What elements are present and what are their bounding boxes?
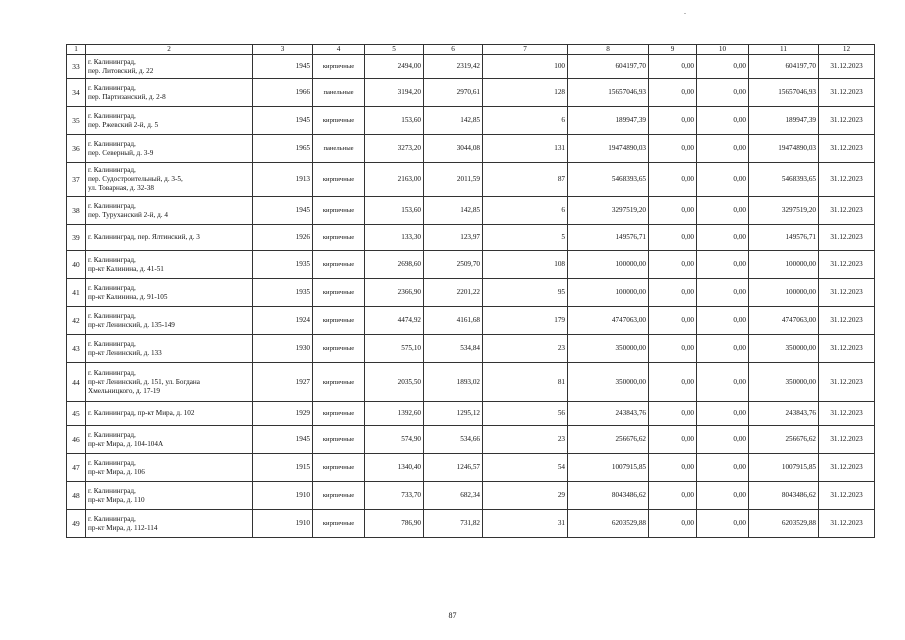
amount-total-cell: 3297519,20 (749, 197, 819, 225)
area-total-cell: 2366,90 (365, 279, 424, 307)
row-number: 37 (67, 163, 86, 197)
amount-cell: 350000,00 (568, 363, 649, 402)
area-living-cell: 534,84 (424, 335, 483, 363)
address-line: г. Калининград, пр-кт Мира, д. 102 (88, 409, 195, 417)
amount-cell: 0,00 (649, 426, 697, 454)
amount-total-cell: 5468393,65 (749, 163, 819, 197)
residents-cell: 95 (483, 279, 568, 307)
area-total-cell: 733,70 (365, 482, 424, 510)
date-cell: 31.12.2023 (819, 402, 875, 426)
table-row (67, 454, 875, 482)
amount-cell: 0,00 (697, 335, 749, 363)
area-total-cell: 133,30 (365, 225, 424, 251)
date-cell: 31.12.2023 (819, 279, 875, 307)
col-header: 4 (313, 45, 365, 55)
col-header: 9 (649, 45, 697, 55)
year-cell: 1945 (253, 426, 313, 454)
amount-cell: 0,00 (697, 426, 749, 454)
row-number: 34 (67, 79, 86, 107)
residents-cell: 5 (483, 225, 568, 251)
row-number: 40 (67, 251, 86, 279)
amount-total-cell: 189947,39 (749, 107, 819, 135)
amount-total-cell: 4747063,00 (749, 307, 819, 335)
residents-cell: 100 (483, 55, 568, 79)
date-cell: 31.12.2023 (819, 251, 875, 279)
year-cell: 1915 (253, 454, 313, 482)
amount-cell: 0,00 (649, 482, 697, 510)
address-cell (86, 197, 253, 225)
amount-cell: 0,00 (697, 402, 749, 426)
col-header: 12 (819, 45, 875, 55)
material-cell: кирпичные (313, 426, 365, 454)
area-total-cell: 1340,40 (365, 454, 424, 482)
amount-cell: 0,00 (697, 307, 749, 335)
address-line: пер. Литовский, д. 22 (88, 66, 154, 75)
table-row (67, 107, 875, 135)
row-number: 39 (67, 225, 86, 251)
year-cell: 1935 (253, 279, 313, 307)
address-line: г. Калининград, (88, 139, 136, 148)
amount-cell: 0,00 (649, 135, 697, 163)
row-number: 47 (67, 454, 86, 482)
material-cell: кирпичные (313, 197, 365, 225)
amount-total-cell: 100000,00 (749, 251, 819, 279)
amount-cell: 0,00 (649, 402, 697, 426)
address-line: пр-кт Мира, д. 112-114 (88, 523, 158, 532)
address-line: ул. Товарная, д. 32-38 (88, 184, 154, 192)
material-cell: кирпичные (313, 163, 365, 197)
amount-total-cell: 6203529,88 (749, 510, 819, 538)
page-number: 87 (448, 611, 457, 620)
row-number: 38 (67, 197, 86, 225)
address-line: пр-кт Калинина, д. 41-51 (88, 264, 164, 273)
amount-cell: 0,00 (649, 225, 697, 251)
residents-cell: 131 (483, 135, 568, 163)
amount-cell: 0,00 (697, 482, 749, 510)
address-cell (86, 426, 253, 454)
row-number: 35 (67, 107, 86, 135)
amount-cell: 15657046,93 (568, 79, 649, 107)
amount-total-cell: 19474890,03 (749, 135, 819, 163)
area-total-cell: 2035,50 (365, 363, 424, 402)
residents-cell: 23 (483, 426, 568, 454)
table-row (67, 251, 875, 279)
area-total-cell: 2163,00 (365, 163, 424, 197)
address-line: пер. Туруханский 2-й, д. 4 (88, 210, 168, 219)
year-cell: 1945 (253, 107, 313, 135)
area-living-cell: 3044,08 (424, 135, 483, 163)
amount-cell: 0,00 (697, 135, 749, 163)
row-number: 36 (67, 135, 86, 163)
area-living-cell: 1893,02 (424, 363, 483, 402)
table-row (67, 279, 875, 307)
col-header: 8 (568, 45, 649, 55)
material-cell: панельные (313, 79, 365, 107)
col-header: 3 (253, 45, 313, 55)
amount-total-cell: 100000,00 (749, 279, 819, 307)
amount-cell: 0,00 (649, 363, 697, 402)
table-row (67, 335, 875, 363)
address-line: г. Калининград, (88, 368, 136, 377)
material-cell: кирпичные (313, 402, 365, 426)
residents-cell: 29 (483, 482, 568, 510)
address-line: пер. Судостроительный, д. 3-5, (88, 175, 183, 183)
amount-cell: 0,00 (649, 454, 697, 482)
amount-cell: 3297519,20 (568, 197, 649, 225)
year-cell: 1927 (253, 363, 313, 402)
amount-total-cell: 1007915,85 (749, 454, 819, 482)
area-living-cell: 2509,70 (424, 251, 483, 279)
residents-cell: 31 (483, 510, 568, 538)
col-header: 1 (67, 45, 86, 55)
row-number: 49 (67, 510, 86, 538)
date-cell: 31.12.2023 (819, 307, 875, 335)
year-cell: 1910 (253, 510, 313, 538)
address-line: г. Калининград, (88, 201, 136, 210)
material-cell: кирпичные (313, 307, 365, 335)
address-cell (86, 363, 253, 402)
amount-cell: 0,00 (649, 197, 697, 225)
amount-cell: 604197,70 (568, 55, 649, 79)
date-cell: 31.12.2023 (819, 107, 875, 135)
area-living-cell: 1246,57 (424, 454, 483, 482)
address-line: Хмельницкого, д. 17-19 (88, 386, 161, 395)
address-cell (86, 79, 253, 107)
date-cell: 31.12.2023 (819, 510, 875, 538)
table-body (67, 55, 875, 538)
table-row (67, 307, 875, 335)
area-living-cell: 2319,42 (424, 55, 483, 79)
year-cell: 1926 (253, 225, 313, 251)
amount-cell: 0,00 (697, 107, 749, 135)
amount-cell: 100000,00 (568, 251, 649, 279)
date-cell: 31.12.2023 (819, 482, 875, 510)
address-line: г. Калининград, (88, 283, 136, 292)
amount-cell: 100000,00 (568, 279, 649, 307)
address-line: пр-кт Мира, д. 106 (88, 467, 145, 476)
year-cell: 1924 (253, 307, 313, 335)
header-row (67, 45, 875, 55)
area-total-cell: 786,90 (365, 510, 424, 538)
amount-cell: 0,00 (697, 79, 749, 107)
speck (684, 13, 686, 14)
row-number: 44 (67, 363, 86, 402)
amount-cell: 4747063,00 (568, 307, 649, 335)
row-number: 45 (67, 402, 86, 426)
amount-cell: 0,00 (649, 335, 697, 363)
address-cell (86, 55, 253, 79)
material-cell: кирпичные (313, 107, 365, 135)
area-living-cell: 123,97 (424, 225, 483, 251)
date-cell: 31.12.2023 (819, 363, 875, 402)
address-cell (86, 402, 253, 426)
amount-total-cell: 149576,71 (749, 225, 819, 251)
date-cell: 31.12.2023 (819, 335, 875, 363)
table-row (67, 135, 875, 163)
area-total-cell: 574,90 (365, 426, 424, 454)
area-living-cell: 731,82 (424, 510, 483, 538)
address-cell (86, 163, 253, 197)
material-cell: кирпичные (313, 279, 365, 307)
address-line: пр-кт Ленинский, д. 133 (88, 348, 162, 357)
amount-cell: 8043486,62 (568, 482, 649, 510)
residents-cell: 56 (483, 402, 568, 426)
year-cell: 1929 (253, 402, 313, 426)
date-cell: 31.12.2023 (819, 163, 875, 197)
housing-table (66, 44, 874, 538)
amount-cell: 0,00 (649, 107, 697, 135)
residents-cell: 54 (483, 454, 568, 482)
amount-cell: 350000,00 (568, 335, 649, 363)
address-line: пер. Ржевский 2-й, д. 5 (88, 120, 159, 129)
amount-cell: 0,00 (697, 454, 749, 482)
residents-cell: 179 (483, 307, 568, 335)
amount-cell: 0,00 (697, 251, 749, 279)
amount-cell: 0,00 (649, 251, 697, 279)
area-total-cell: 2698,60 (365, 251, 424, 279)
table-row (67, 426, 875, 454)
address-line: г. Калининград, (88, 166, 136, 174)
address-line: г. Калининград, (88, 57, 136, 66)
row-number: 41 (67, 279, 86, 307)
table-row (67, 55, 875, 79)
amount-cell: 5468393,65 (568, 163, 649, 197)
table-row (67, 163, 875, 197)
area-total-cell: 153,60 (365, 197, 424, 225)
amount-cell: 0,00 (649, 163, 697, 197)
amount-total-cell: 350000,00 (749, 335, 819, 363)
area-living-cell: 682,34 (424, 482, 483, 510)
address-cell (86, 251, 253, 279)
year-cell: 1945 (253, 197, 313, 225)
area-living-cell: 142,85 (424, 197, 483, 225)
amount-total-cell: 8043486,62 (749, 482, 819, 510)
amount-cell: 189947,39 (568, 107, 649, 135)
area-total-cell: 3194,20 (365, 79, 424, 107)
area-total-cell: 575,10 (365, 335, 424, 363)
residents-cell: 87 (483, 163, 568, 197)
address-cell (86, 307, 253, 335)
residents-cell: 6 (483, 107, 568, 135)
amount-cell: 0,00 (697, 279, 749, 307)
amount-cell: 0,00 (697, 163, 749, 197)
col-header: 11 (749, 45, 819, 55)
col-header: 2 (86, 45, 253, 55)
address-line: г. Калининград, (88, 311, 136, 320)
amount-cell: 0,00 (697, 55, 749, 79)
date-cell: 31.12.2023 (819, 225, 875, 251)
amount-cell: 0,00 (649, 510, 697, 538)
year-cell: 1966 (253, 79, 313, 107)
date-cell: 31.12.2023 (819, 55, 875, 79)
area-living-cell: 4161,68 (424, 307, 483, 335)
col-header: 6 (424, 45, 483, 55)
year-cell: 1930 (253, 335, 313, 363)
table-row (67, 482, 875, 510)
address-cell (86, 279, 253, 307)
material-cell: кирпичные (313, 251, 365, 279)
residents-cell: 128 (483, 79, 568, 107)
address-line: пр-кт Ленинский, д. 151, ул. Богдана (88, 377, 200, 386)
material-cell: панельные (313, 135, 365, 163)
material-cell: кирпичные (313, 482, 365, 510)
area-total-cell: 153,60 (365, 107, 424, 135)
table-row (67, 197, 875, 225)
amount-cell: 0,00 (697, 363, 749, 402)
row-number: 43 (67, 335, 86, 363)
table-row (67, 225, 875, 251)
amount-cell: 256676,62 (568, 426, 649, 454)
date-cell: 31.12.2023 (819, 426, 875, 454)
material-cell: кирпичные (313, 510, 365, 538)
address-line: г. Калининград, (88, 458, 136, 467)
address-line: пр-кт Мира, д. 110 (88, 495, 145, 504)
address-line: г. Калининград, (88, 255, 136, 264)
amount-total-cell: 256676,62 (749, 426, 819, 454)
amount-cell: 0,00 (649, 307, 697, 335)
address-line: пер. Партизанский, д. 2-8 (88, 92, 166, 101)
address-cell (86, 482, 253, 510)
area-total-cell: 4474,92 (365, 307, 424, 335)
material-cell: кирпичные (313, 454, 365, 482)
area-total-cell: 2494,00 (365, 55, 424, 79)
amount-cell: 1007915,85 (568, 454, 649, 482)
material-cell: кирпичные (313, 55, 365, 79)
address-cell (86, 454, 253, 482)
address-cell (86, 225, 253, 251)
residents-cell: 108 (483, 251, 568, 279)
amount-cell: 0,00 (649, 79, 697, 107)
residents-cell: 23 (483, 335, 568, 363)
table-row (67, 402, 875, 426)
area-living-cell: 2011,59 (424, 163, 483, 197)
area-living-cell: 2970,61 (424, 79, 483, 107)
residents-cell: 81 (483, 363, 568, 402)
address-line: пр-кт Калинина, д. 91-105 (88, 292, 168, 301)
amount-cell: 149576,71 (568, 225, 649, 251)
material-cell: кирпичные (313, 363, 365, 402)
row-number: 33 (67, 55, 86, 79)
amount-cell: 0,00 (649, 55, 697, 79)
col-header: 10 (697, 45, 749, 55)
address-line: г. Калининград, (88, 83, 136, 92)
address-line: пр-кт Мира, д. 104-104А (88, 439, 164, 448)
row-number: 46 (67, 426, 86, 454)
area-living-cell: 1295,12 (424, 402, 483, 426)
amount-cell: 0,00 (697, 197, 749, 225)
amount-total-cell: 350000,00 (749, 363, 819, 402)
year-cell: 1910 (253, 482, 313, 510)
year-cell: 1945 (253, 55, 313, 79)
table-row (67, 510, 875, 538)
amount-cell: 19474890,03 (568, 135, 649, 163)
amount-cell: 0,00 (649, 279, 697, 307)
row-number: 42 (67, 307, 86, 335)
address-cell (86, 107, 253, 135)
material-cell: кирпичные (313, 225, 365, 251)
table-row (67, 363, 875, 402)
year-cell: 1913 (253, 163, 313, 197)
area-living-cell: 2201,22 (424, 279, 483, 307)
address-line: г. Калининград, (88, 430, 136, 439)
year-cell: 1965 (253, 135, 313, 163)
address-line: г. Калининград, (88, 514, 136, 523)
col-header: 5 (365, 45, 424, 55)
year-cell: 1935 (253, 251, 313, 279)
address-cell (86, 510, 253, 538)
area-total-cell: 1392,60 (365, 402, 424, 426)
row-number: 48 (67, 482, 86, 510)
amount-cell: 0,00 (697, 510, 749, 538)
address-line: г. Калининград, (88, 486, 136, 495)
date-cell: 31.12.2023 (819, 79, 875, 107)
address-line: г. Калининград, пер. Ялтинский, д. 3 (88, 233, 200, 241)
material-cell: кирпичные (313, 335, 365, 363)
date-cell: 31.12.2023 (819, 135, 875, 163)
address-cell (86, 335, 253, 363)
amount-cell: 243843,76 (568, 402, 649, 426)
area-living-cell: 534,66 (424, 426, 483, 454)
address-line: г. Калининград, (88, 339, 136, 348)
address-line: пер. Северный, д. 3-9 (88, 148, 154, 157)
address-line: г. Калининград, (88, 111, 136, 120)
amount-cell: 6203529,88 (568, 510, 649, 538)
residents-cell: 6 (483, 197, 568, 225)
col-header: 7 (483, 45, 568, 55)
address-cell (86, 135, 253, 163)
area-living-cell: 142,85 (424, 107, 483, 135)
area-total-cell: 3273,20 (365, 135, 424, 163)
amount-cell: 0,00 (697, 225, 749, 251)
amount-total-cell: 604197,70 (749, 55, 819, 79)
table-row (67, 79, 875, 107)
amount-total-cell: 15657046,93 (749, 79, 819, 107)
amount-total-cell: 243843,76 (749, 402, 819, 426)
address-line: пр-кт Ленинский, д. 135-149 (88, 320, 175, 329)
date-cell: 31.12.2023 (819, 454, 875, 482)
date-cell: 31.12.2023 (819, 197, 875, 225)
